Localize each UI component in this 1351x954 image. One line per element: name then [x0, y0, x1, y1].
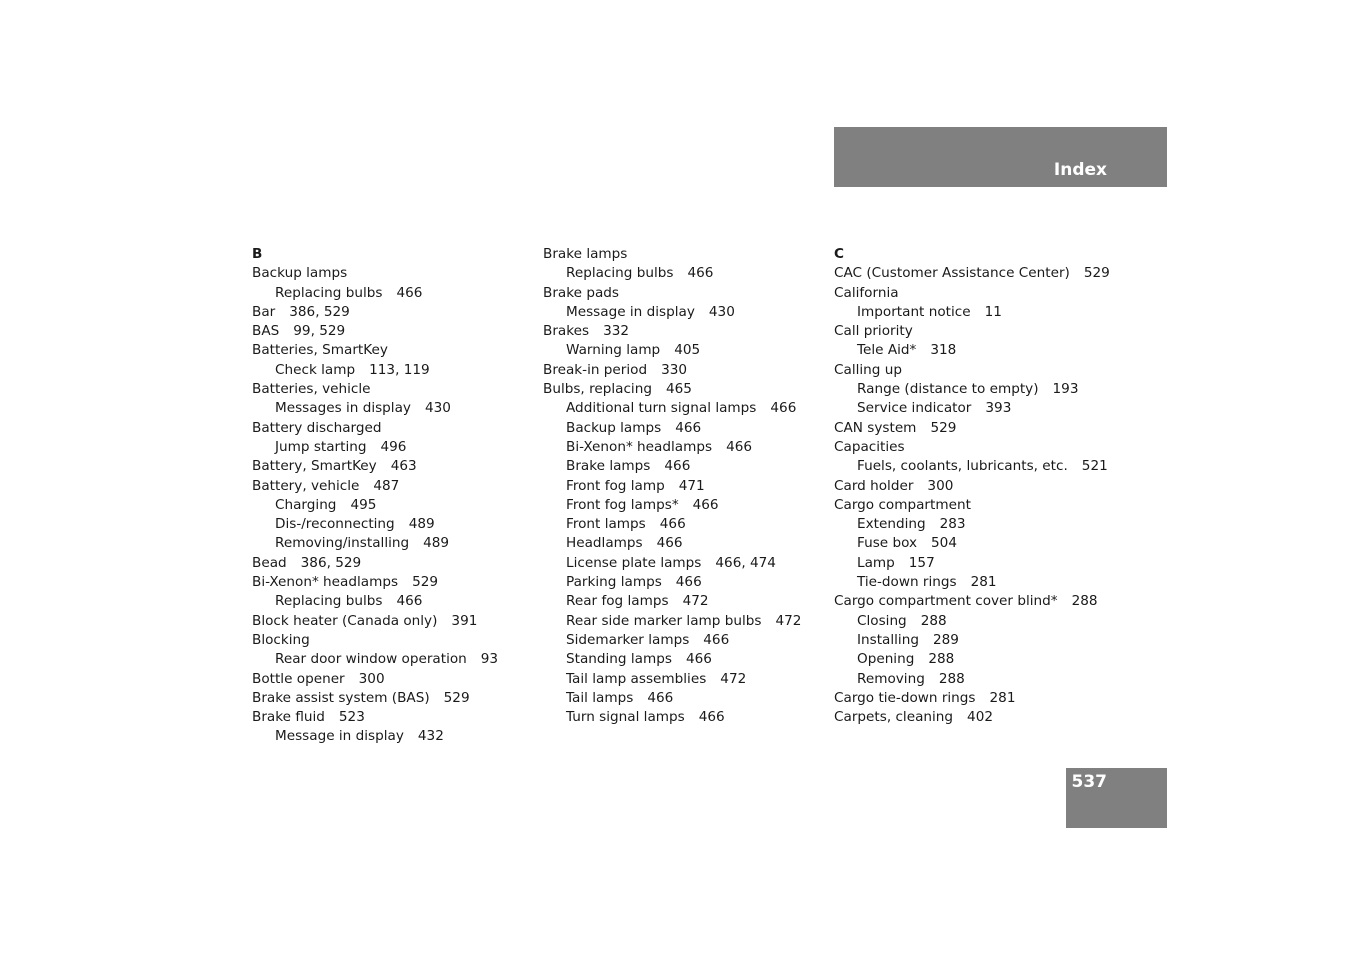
index-subentry — [834, 515, 1110, 534]
index-term: Brake assist system (BAS) — [252, 689, 430, 706]
index-page-ref: 300 — [927, 477, 954, 494]
index-subentry — [543, 650, 801, 669]
index-term: Headlamps — [566, 535, 643, 552]
index-page-ref: 391 — [451, 612, 478, 629]
index-page-ref: 465 — [665, 381, 692, 398]
index-subentry — [543, 612, 801, 631]
index-page-ref: 288 — [1071, 593, 1098, 610]
index-page-ref: 466 — [647, 689, 674, 706]
index-term: Messages in display — [275, 400, 411, 417]
index-subentry — [834, 573, 1110, 592]
index-page-ref: 466 — [396, 284, 423, 301]
index-term: Front fog lamp — [566, 477, 665, 494]
index-entry — [543, 284, 801, 303]
index-subentry — [543, 592, 801, 611]
index-page-ref: 529 — [412, 574, 439, 591]
index-term: Parking lamps — [566, 574, 662, 591]
index-term: Tie-down rings — [857, 574, 957, 591]
index-term: Bulbs, replacing — [543, 381, 652, 398]
index-column-3 — [834, 245, 1110, 727]
index-term: Replacing bulbs — [566, 265, 674, 282]
index-entry — [543, 361, 801, 380]
page-number: 537 — [1071, 772, 1107, 792]
index-subentry — [252, 399, 498, 418]
index-page-ref: 529 — [1083, 265, 1110, 282]
index-page-ref: 463 — [390, 458, 417, 475]
index-page-ref: 288 — [928, 651, 955, 668]
index-term: Replacing bulbs — [275, 593, 383, 610]
index-subentry — [543, 515, 801, 534]
index-page-ref: 529 — [930, 419, 957, 436]
index-entry — [834, 708, 1110, 727]
index-entry — [834, 438, 1110, 457]
index-term: Fuse box — [857, 535, 918, 552]
index-subentry — [543, 670, 801, 689]
index-term: Warning lamp — [566, 342, 661, 359]
index-entry — [543, 322, 801, 341]
index-term: Removing/installing — [275, 535, 410, 552]
index-subentry — [834, 554, 1110, 573]
index-term: Brake lamps — [543, 246, 628, 262]
index-term: Batteries, SmartKey — [252, 342, 388, 359]
index-term: Break-in period — [543, 361, 648, 378]
index-page-ref: 466 — [664, 458, 691, 475]
index-term: Calling up — [834, 361, 902, 378]
index-subentry — [543, 341, 801, 360]
index-term: Brake lamps — [566, 458, 651, 475]
index-page-ref: 471 — [678, 477, 705, 494]
index-term: Brake pads — [543, 284, 619, 301]
index-term: Fuels, coolants, lubricants, etc. — [857, 458, 1068, 475]
index-page-ref: 330 — [661, 361, 688, 378]
index-term: Range (distance to empty) — [857, 381, 1039, 398]
index-entry — [252, 419, 498, 438]
index-page-ref: 393 — [985, 400, 1012, 417]
index-column-1 — [252, 245, 498, 747]
index-term: Charging — [275, 496, 337, 513]
index-entry — [252, 264, 498, 283]
index-term: Lamp — [857, 554, 895, 571]
index-term: Block heater (Canada only) — [252, 612, 438, 629]
index-term: Extending — [857, 516, 926, 533]
index-entry — [834, 284, 1110, 303]
index-term: Batteries, vehicle — [252, 381, 371, 398]
index-term: Additional turn signal lamps — [566, 400, 757, 417]
index-page-ref: 489 — [423, 535, 450, 552]
index-subentry — [834, 380, 1110, 399]
index-letter-heading — [834, 245, 1110, 264]
index-entry — [834, 592, 1110, 611]
index-term: Brake fluid — [252, 709, 325, 726]
index-page-ref: 466 — [698, 709, 725, 726]
index-subentry — [252, 534, 498, 553]
index-page-ref: 99, 529 — [293, 323, 346, 340]
index-subentry — [834, 650, 1110, 669]
index-subentry — [252, 361, 498, 380]
index-page-ref: 529 — [443, 689, 470, 706]
index-entry — [834, 477, 1110, 496]
page-number-box — [1066, 768, 1167, 828]
index-subentry — [543, 554, 801, 573]
index-page-ref: 466 — [703, 631, 730, 648]
index-term: Installing — [857, 631, 919, 648]
index-page-ref: 402 — [967, 709, 993, 726]
index-page-ref: 472 — [775, 612, 802, 629]
index-term: Cargo tie-down rings — [834, 689, 976, 706]
index-page-ref: 300 — [358, 670, 385, 687]
index-term: Rear fog lamps — [566, 593, 669, 610]
index-term: Capacities — [834, 438, 905, 455]
index-term: Battery discharged — [252, 419, 382, 436]
index-page-ref: 281 — [970, 574, 997, 591]
index-subentry — [834, 399, 1110, 418]
index-page-ref: 11 — [984, 303, 1002, 320]
index-page-ref: 93 — [480, 651, 499, 668]
index-page-ref: 487 — [373, 477, 400, 494]
index-page-ref: 466 — [675, 419, 702, 436]
index-term: Tail lamp assemblies — [566, 670, 707, 687]
index-page-ref: 430 — [708, 303, 735, 320]
index-entry — [252, 631, 498, 650]
index-term: Dis-/reconnecting — [275, 516, 395, 533]
index-page-ref: 288 — [920, 612, 947, 629]
index-page-ref: 489 — [408, 516, 435, 533]
index-subentry — [543, 708, 801, 727]
index-entry — [252, 341, 498, 360]
index-term: Bottle opener — [252, 670, 345, 687]
index-term: Bar — [252, 303, 276, 320]
index-term: License plate lamps — [566, 554, 702, 571]
index-subentry — [252, 515, 498, 534]
index-term: Backup lamps — [566, 419, 662, 436]
index-term: Card holder — [834, 477, 914, 494]
index-page-ref: 332 — [603, 323, 630, 340]
index-term: Tail lamps — [566, 689, 634, 706]
index-term: Backup lamps — [252, 265, 348, 282]
index-subentry — [834, 612, 1110, 631]
index-subentry — [252, 727, 498, 746]
index-term: Front lamps — [566, 516, 646, 533]
index-subentry — [543, 264, 801, 283]
index-subentry — [834, 670, 1110, 689]
index-term: Front fog lamps* — [566, 496, 679, 513]
index-page-ref: 283 — [939, 516, 966, 533]
index-subentry — [252, 650, 498, 669]
index-term: Check lamp — [275, 361, 356, 378]
index-page-ref: 504 — [931, 535, 957, 552]
index-page-ref: 386, 529 — [300, 554, 362, 571]
index-page-ref: 113, 119 — [369, 361, 430, 378]
header-bar — [834, 127, 1167, 187]
index-term: Standing lamps — [566, 651, 672, 668]
index-entry — [834, 689, 1110, 708]
index-page-ref: 193 — [1052, 381, 1079, 398]
index-term: Jump starting — [275, 438, 367, 455]
index-term: CAN system — [834, 419, 917, 436]
index-term: Sidemarker lamps — [566, 631, 690, 648]
index-subentry — [834, 303, 1110, 322]
index-page-ref: 466 — [659, 516, 686, 533]
index-subentry — [543, 399, 801, 418]
index-entry — [252, 689, 498, 708]
index-subentry — [834, 631, 1110, 650]
index-page-ref: 466 — [687, 265, 714, 282]
index-term: Carpets, cleaning — [834, 709, 954, 726]
index-term: Call priority — [834, 323, 913, 340]
index-subentry — [834, 457, 1110, 476]
index-subentry — [252, 438, 498, 457]
index-page-ref: 466 — [656, 535, 683, 552]
index-letter-heading — [252, 245, 498, 264]
index-page-ref: 466 — [726, 438, 753, 455]
index-page-ref: 289 — [932, 631, 959, 648]
index-subentry — [543, 438, 801, 457]
index-term: Brakes — [543, 323, 590, 340]
index-entry — [252, 477, 498, 496]
index-entry — [252, 380, 498, 399]
index-term: CAC (Customer Assistance Center) — [834, 265, 1070, 282]
index-entry — [252, 457, 498, 476]
index-entry — [834, 496, 1110, 515]
index-entry — [252, 573, 498, 592]
index-page-ref: 472 — [720, 670, 747, 687]
index-term: Important notice — [857, 303, 971, 320]
index-term: C — [834, 246, 844, 262]
index-entry — [252, 303, 498, 322]
index-term: Service indicator — [857, 400, 972, 417]
index-subentry — [543, 631, 801, 650]
index-subentry — [543, 419, 801, 438]
index-term: Turn signal lamps — [566, 709, 685, 726]
index-entry — [252, 554, 498, 573]
index-entry — [252, 612, 498, 631]
index-page-ref: 157 — [908, 554, 935, 571]
index-subentry — [543, 303, 801, 322]
index-page-ref: 466 — [770, 400, 797, 417]
index-term: Rear side marker lamp bulbs — [566, 612, 762, 629]
index-subentry — [543, 496, 801, 515]
index-page-ref: 318 — [930, 342, 957, 359]
index-page-ref: 430 — [424, 400, 451, 417]
index-term: California — [834, 284, 899, 301]
index-entry — [252, 670, 498, 689]
index-subentry — [834, 534, 1110, 553]
index-page-ref: 405 — [674, 342, 701, 359]
index-term: Message in display — [275, 728, 404, 745]
index-page-ref: 496 — [380, 438, 407, 455]
index-column-2 — [543, 245, 801, 727]
index-term: Rear door window operation — [275, 651, 467, 668]
index-page-ref: 288 — [938, 670, 965, 687]
index-term: Bi-Xenon* headlamps — [566, 438, 713, 455]
index-page-ref: 466 — [675, 574, 702, 591]
index-page-ref: 386, 529 — [289, 303, 350, 320]
index-subentry — [834, 341, 1110, 360]
index-term: Cargo compartment cover blind* — [834, 593, 1058, 610]
index-term: Battery, SmartKey — [252, 458, 377, 475]
index-page-ref: 432 — [417, 728, 444, 745]
index-page-ref: 472 — [682, 593, 709, 610]
index-page-ref: 523 — [338, 709, 365, 726]
index-subentry — [543, 457, 801, 476]
page-title: Index — [1053, 160, 1107, 180]
index-term: Opening — [857, 651, 915, 668]
index-term: Tele Aid* — [857, 342, 917, 359]
index-subentry — [543, 573, 801, 592]
index-term: BAS — [252, 323, 280, 340]
index-entry — [543, 245, 801, 264]
index-term: Closing — [857, 612, 907, 629]
index-subentry — [252, 284, 498, 303]
index-entry — [834, 322, 1110, 341]
index-term: Battery, vehicle — [252, 477, 360, 494]
index-subentry — [543, 534, 801, 553]
index-page-ref: 466, 474 — [715, 554, 776, 571]
index-page-ref: 521 — [1081, 458, 1108, 475]
index-subentry — [543, 477, 801, 496]
index-page-ref: 466 — [692, 496, 719, 513]
index-subentry — [543, 689, 801, 708]
index-term: Blocking — [252, 631, 310, 648]
index-page-ref: 466 — [396, 593, 423, 610]
index-entry — [834, 419, 1110, 438]
index-subentry — [252, 592, 498, 611]
index-entry — [252, 708, 498, 727]
index-entry — [834, 361, 1110, 380]
index-subentry — [252, 496, 498, 515]
index-term: Removing — [857, 670, 925, 687]
index-term: Message in display — [566, 303, 695, 320]
index-page-ref: 281 — [989, 689, 1016, 706]
index-term: Replacing bulbs — [275, 284, 383, 301]
index-entry — [252, 322, 498, 341]
index-term: B — [252, 246, 263, 262]
index-term: Bead — [252, 554, 287, 571]
index-entry — [834, 264, 1110, 283]
index-term: Bi-Xenon* headlamps — [252, 574, 399, 591]
index-page-ref: 466 — [685, 651, 712, 668]
index-term: Cargo compartment — [834, 496, 971, 513]
index-page-ref: 495 — [350, 496, 377, 513]
index-entry — [543, 380, 801, 399]
